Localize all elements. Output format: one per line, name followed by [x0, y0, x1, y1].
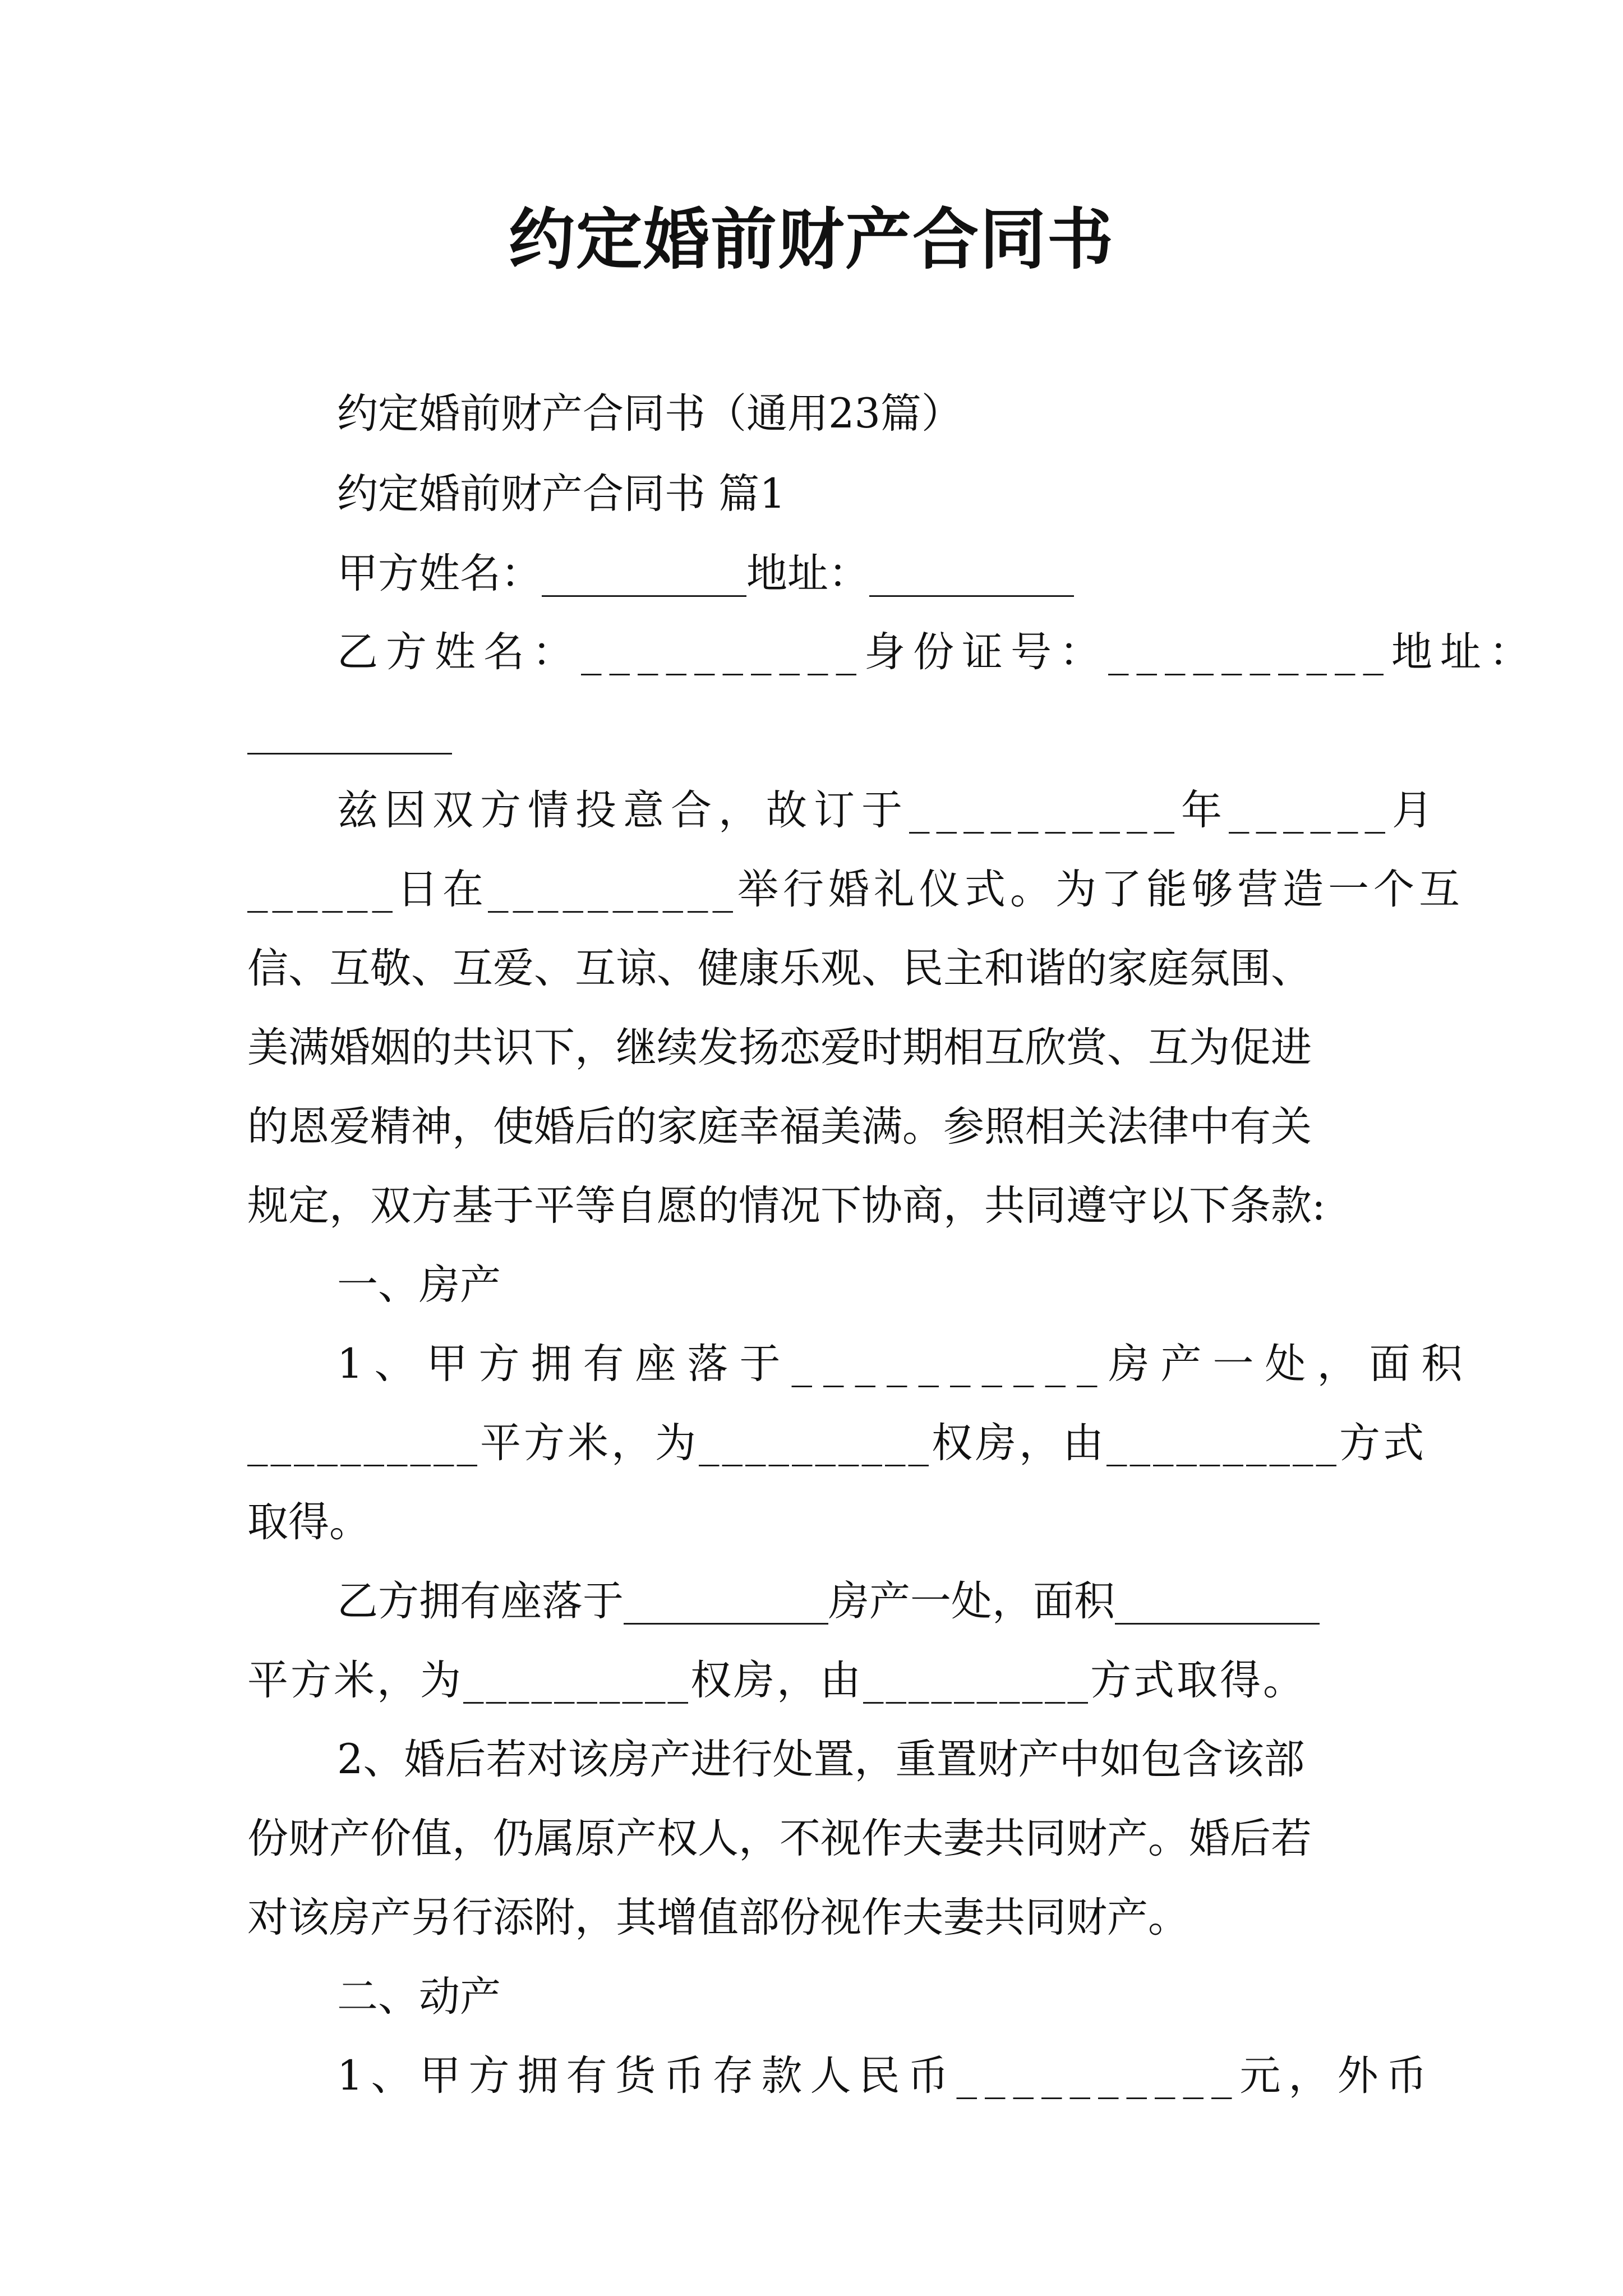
- document-title: 约定婚前财产合同书: [508, 200, 1114, 278]
- paragraph-line: 份财产价值，仍属原产权人，不视作夫妻共同财产。婚后若: [247, 1815, 1312, 1862]
- paragraph-line: 的恩爱精神，使婚后的家庭幸福美满。参照相关法律中有关: [247, 1103, 1312, 1151]
- paragraph-line: __________平方米，为__________权房，由__________方式: [247, 1419, 1427, 1467]
- paragraph-line: 1、甲方拥有货币存款人民币__________元，外币: [337, 2052, 1435, 2100]
- section-heading-line: 约定婚前财产合同书 篇1: [337, 470, 786, 518]
- party-b-line: 乙方姓名：__________身份证号：__________地址：: [337, 628, 1538, 676]
- paragraph-line: 乙方拥有座落于__________房产一处，面积__________: [337, 1577, 1320, 1625]
- paragraph-line: 美满婚姻的共识下，继续发扬恋爱时期相互欣赏、互为促进: [247, 1024, 1312, 1071]
- paragraph-line: 兹因双方情投意合，故订于__________年______月: [337, 786, 1440, 834]
- party-a-line: 甲方姓名：__________地址：__________: [337, 550, 1074, 597]
- paragraph-line: 规定，双方基于平等自愿的情况下协商，共同遵守以下条款:: [247, 1182, 1326, 1230]
- paragraph-line: 对该房产另行添附，其增值部份视作夫妻共同财产。: [247, 1894, 1189, 1941]
- subtitle-line: 约定婚前财产合同书（通用23篇）: [337, 390, 962, 438]
- paragraph-line: 取得。: [247, 1498, 370, 1546]
- paragraph-line: 1、甲方拥有座落于__________房产一处，面积: [337, 1340, 1474, 1388]
- heading-movable-property: 二、动产: [337, 1973, 501, 2021]
- paragraph-line: 2、婚后若对该房产进行处置，重置财产中如包含该部: [337, 1736, 1305, 1783]
- party-b-address-blank: __________: [247, 707, 452, 755]
- paragraph-line: ______日在__________举行婚礼仪式。为了能够营造一个互: [247, 866, 1464, 913]
- paragraph-line: 信、互敬、互爱、互谅、健康乐观、民主和谐的家庭氛围、: [247, 945, 1312, 992]
- heading-real-estate: 一、房产: [337, 1261, 501, 1309]
- paragraph-line: 平方米，为__________权房，由__________方式取得。: [247, 1657, 1306, 1704]
